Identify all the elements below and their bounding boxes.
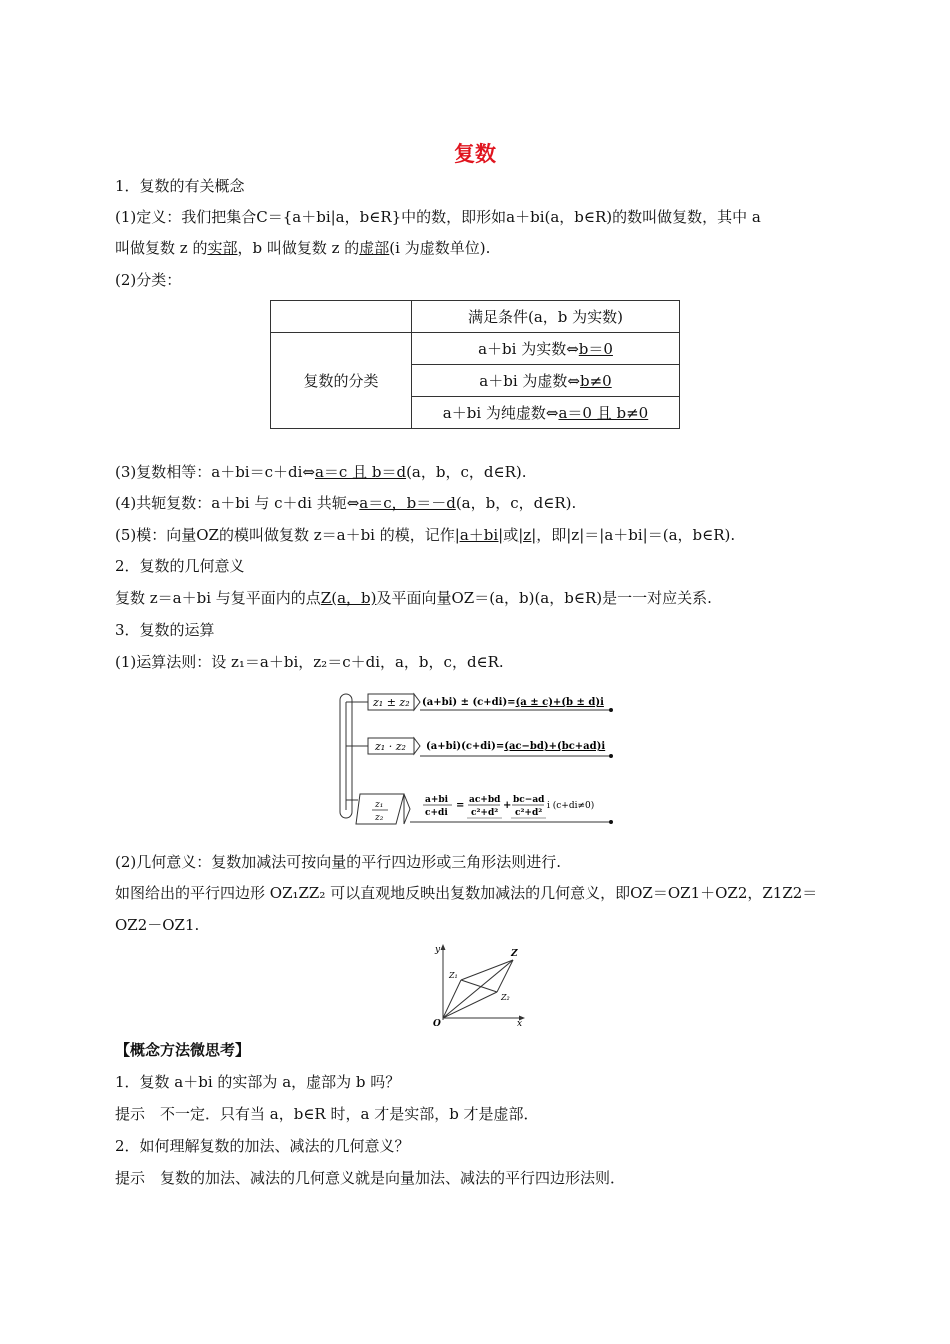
equality-line	[115, 462, 845, 482]
f3-term1-den: c²+d²	[471, 808, 499, 818]
f3-denominator: c+di	[425, 808, 448, 818]
parallelogram-figure	[425, 940, 530, 1028]
parallelogram-line-2: OZ2－OZ1.	[115, 916, 200, 934]
def-text-c: (i 为虚数单位).	[389, 239, 491, 257]
f3-term1-num: ac+bd	[469, 795, 501, 805]
op-box-2: z₁ · z₂	[375, 740, 406, 753]
def-text-b: ，b 叫做复数 z 的	[237, 239, 360, 257]
section-2-heading: 2．复数的几何意义	[115, 557, 245, 575]
cell-text: a＋bi 为纯虚数⇔	[442, 404, 559, 422]
f2-text: (a+bi)(c+di)=	[426, 741, 505, 752]
f3-tail: i (c+di≠0)	[547, 801, 595, 811]
f3-term2-num: bc−ad	[513, 795, 545, 805]
geo-underlined: Z(a，b)	[320, 589, 377, 607]
geo-text-b: 及平面向量OZ＝(a，b)(a，b∈R)是一一对应关系.	[376, 589, 712, 607]
f1-text: (a+bi) ± (c+di)=	[422, 697, 516, 708]
classification-label: (2)分类：	[115, 271, 182, 289]
conj-underlined: a＝c，b＝－d	[359, 494, 456, 512]
cell-text: a＋bi 为虚数⇔	[479, 372, 580, 390]
conjugate-line	[115, 493, 845, 513]
table-header: 满足条件(a，b 为实数)	[412, 301, 680, 333]
eq-text-a: (3)复数相等：a＋bi＝c＋di⇔	[115, 463, 315, 481]
f3-numerator: a+bi	[425, 795, 449, 805]
geometric-meaning-line	[115, 588, 845, 608]
mod-underlined-1: |a＋bi|	[454, 526, 504, 544]
real-part-term: 实部	[207, 239, 238, 257]
geometric-add-line: (2)几何意义：复数加减法可按向量的平行四边形或三角形法则进行.	[115, 853, 562, 871]
point-z2-label: Z₂	[501, 993, 510, 1002]
f3-equals: =	[456, 800, 465, 811]
operations-diagram	[330, 688, 620, 828]
op-box-3-num: z₁	[375, 800, 384, 810]
origin-label: O	[433, 1019, 441, 1028]
mod-text-c: ，即|z|＝|a＋bi|＝(a，b∈R).	[536, 526, 736, 544]
question-1: 1．复数 a＋bi 的实部为 a，虚部为 b 吗？	[115, 1073, 401, 1091]
f2-underlined: (ac−bd)+(bc+ad)i	[504, 741, 606, 752]
think-heading: 【概念方法微思考】	[115, 1041, 251, 1059]
page-title: 复数	[454, 141, 496, 166]
imaginary-part-term: 虚部	[359, 239, 390, 257]
definition-line-1: (1)定义：我们把集合C＝{a＋bi|a，b∈R}中的数，即形如a＋bi(a，b∈R)的数叫做复数，其中 a	[115, 208, 761, 226]
point-z1-label: Z₁	[449, 971, 458, 980]
conj-text-a: (4)共轭复数：a＋bi 与 c＋di 共轭⇔	[115, 494, 360, 512]
op-formula-2	[426, 741, 605, 752]
classification-table	[270, 300, 680, 429]
section-1-heading: 1．复数的有关概念	[115, 177, 245, 195]
conj-text-b: (a，b，c，d∈R).	[455, 494, 577, 512]
op-box-3-den: z₂	[375, 813, 384, 823]
cell-underlined: a＝0 且 b≠0	[558, 404, 649, 422]
x-axis-label: x	[517, 1019, 523, 1028]
eq-text-b: (a，b，c，d∈R).	[406, 463, 527, 481]
f1-underlined: (a ± c)+(b ± d)i	[515, 697, 604, 708]
answer-1: 提示 不一定．只有当 a，b∈R 时，a 才是实部，b 才是虚部．	[115, 1105, 539, 1123]
op-box-1: z₁ ± z₂	[373, 696, 410, 709]
question-2: 2．如何理解复数的加法、减法的几何意义？	[115, 1137, 410, 1155]
cell-text: a＋bi 为实数⇔	[478, 340, 579, 358]
y-axis-label: y	[435, 945, 441, 955]
mod-text-b: 或	[503, 526, 519, 544]
table-row-label: 复数的分类	[271, 333, 412, 429]
geo-text-a: 复数 z＝a＋bi 与复平面内的点	[115, 589, 321, 607]
modulus-line	[115, 525, 845, 545]
table-cell-pure-imaginary	[412, 397, 680, 429]
operation-rules-line: (1)运算法则：设 z₁＝a＋bi，z₂＝c＋di，a，b，c，d∈R.	[115, 653, 504, 671]
point-z-label: Z	[511, 949, 518, 959]
cell-underlined: b＝0	[578, 340, 613, 358]
mod-underlined-2: |z|	[518, 526, 537, 544]
definition-line-2	[115, 238, 845, 258]
def-text-a: 叫做复数 z 的	[115, 239, 208, 257]
mod-text-a: (5)模：向量OZ的模叫做复数 z＝a＋bi 的模，记作	[115, 526, 455, 544]
f3-plus: +	[503, 800, 512, 811]
section-3-heading: 3．复数的运算	[115, 621, 215, 639]
eq-underlined: a＝c 且 b＝d	[314, 463, 407, 481]
parallelogram-line-1: 如图给出的平行四边形 OZ₁ZZ₂ 可以直观地反映出复数加减法的几何意义，即OZ＝OZ1＋OZ2，Z1Z2＝	[115, 884, 818, 902]
answer-2: 提示 复数的加法、减法的几何意义就是向量加法、减法的平行四边形法则．	[115, 1169, 626, 1187]
f3-term2-den: c²+d²	[515, 808, 543, 818]
table-cell-imaginary	[412, 365, 680, 397]
op-formula-1	[422, 697, 604, 708]
table-cell-real	[412, 333, 680, 365]
table-corner-cell	[271, 301, 412, 333]
cell-underlined: b≠0	[579, 372, 612, 390]
